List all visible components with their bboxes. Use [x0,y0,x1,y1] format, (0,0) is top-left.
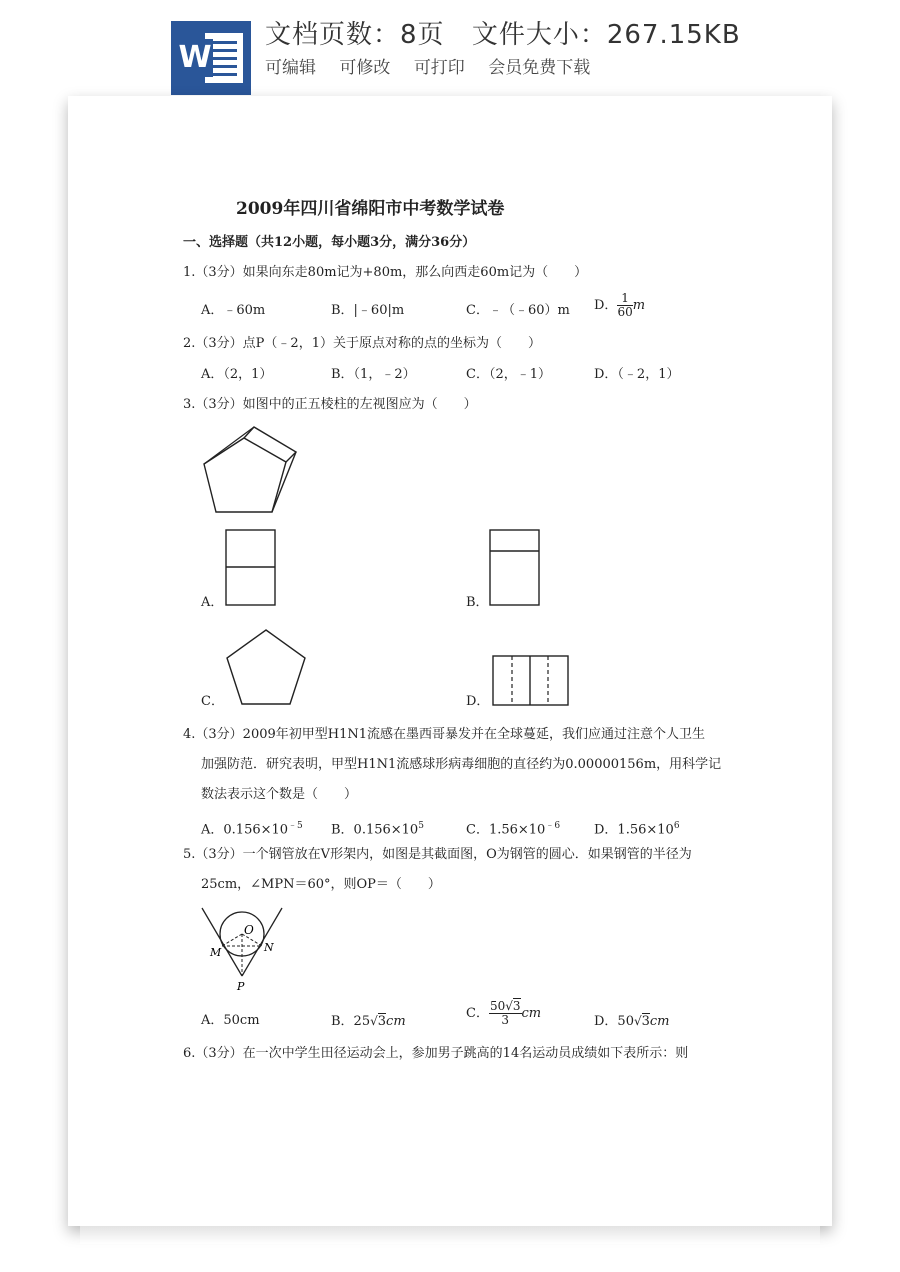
section-heading: 一、选择题（共12小题，每小题3分，满分36分） [183,235,476,250]
q4-option-a: A．$0.156\times 10^{﹣5}$ [201,821,303,838]
label-n: N [264,941,274,954]
q3-option-a: A． [201,595,224,610]
q1-option-d: D． $\frac{1}{60}$ m [594,291,646,319]
fraction: $\frac{50√3}{3}$ [489,999,521,1027]
q3-option-d: D． [466,694,490,709]
feature-list [265,56,608,80]
label-p: P [237,980,245,993]
q1-option-c: C．﹣（﹣60）m [466,303,570,318]
pentagonal-prism-figure [198,424,300,516]
label-o: O [244,923,254,937]
q5-option-d: D．50√3cm [594,1014,670,1029]
q3-option-b: B． [466,595,489,610]
q2-option-c: C．（2，﹣1） [466,367,551,382]
question-5-line-2: 25cm，∠MPN＝60°，则OP＝（ ） [201,877,441,892]
file-size: 文件大小：267.15KB [471,20,741,50]
q5-option-a: A．50cm [201,1013,260,1028]
q3-option-c: C． [201,694,224,709]
q3-option-a-figure [225,529,277,607]
label-m: M [210,946,222,959]
q2-option-d: D．（﹣2，1） [594,367,680,382]
q3-option-c-figure [224,628,308,708]
q2-option-a: A．（2，1） [201,367,273,382]
download-header [0,0,900,96]
question-2-stem: 2.（3分）点P（﹣2，1）关于原点对称的点的坐标为（ ） [183,336,541,351]
q1-option-a: A．﹣60m [201,303,266,318]
fraction: $\frac{1}{60}$ [617,291,633,319]
question-3-stem: 3.（3分）如图中的正五棱柱的左视图应为（ ） [183,397,477,412]
q1-option-b: B．|﹣60|m [331,303,405,318]
document-title: 2009年四川省绵阳市中考数学试卷 [236,199,505,219]
question-4-line-1: 4.（3分）2009年初甲型H1N1流感在墨西哥暴发并在全球蔓延，我们应通过注意个人卫生 [183,727,706,742]
page-count: 文档页数：8页 [265,20,445,50]
question-6-line-1: 6.（3分）在一次中学生田径运动会上，参加男子跳高的14名运动员成绩如下表所示：则 [183,1046,689,1061]
question-4-line-2: 加强防范．研究表明，甲型H1N1流感球形病毒细胞的直径约为0.00000156m，用科学记 [201,757,722,772]
feature-member-download: 会员免费下载 [488,58,591,78]
q4-option-b: B．$0.156\times 10^5$ [331,821,424,838]
file-info [265,18,759,52]
word-logo-letter: W [178,40,212,75]
q4-option-d: D．$1.56\times 10^6$ [594,821,680,838]
q5-option-c: C． $\frac{50√3}{3}$ cm [466,999,542,1027]
question-1-stem: 1.（3分）如果向东走80m记为+80m，那么向西走60m记为（ ） [183,265,588,280]
q3-option-b-figure [489,529,541,607]
feature-editable: 可编辑 [265,58,316,78]
q2-option-b: B．（1，﹣2） [331,367,416,382]
feature-printable: 可打印 [413,58,465,78]
v-frame-pipe-figure [200,906,290,994]
feature-modifiable: 可修改 [339,58,391,78]
question-5-line-1: 5.（3分）一个钢管放在V形架内，如图是其截面图，O为钢管的圆心．如果钢管的半径为 [183,847,692,862]
q5-option-b: B．25√3cm [331,1014,406,1029]
q3-option-d-figure [492,655,570,707]
q4-option-c: C．$1.56\times 10^{﹣6}$ [466,821,561,838]
question-4-line-3: 数法表示这个数是（ ） [201,787,358,802]
word-document-icon [171,21,251,95]
q1-option-d-label: D． [594,298,618,313]
